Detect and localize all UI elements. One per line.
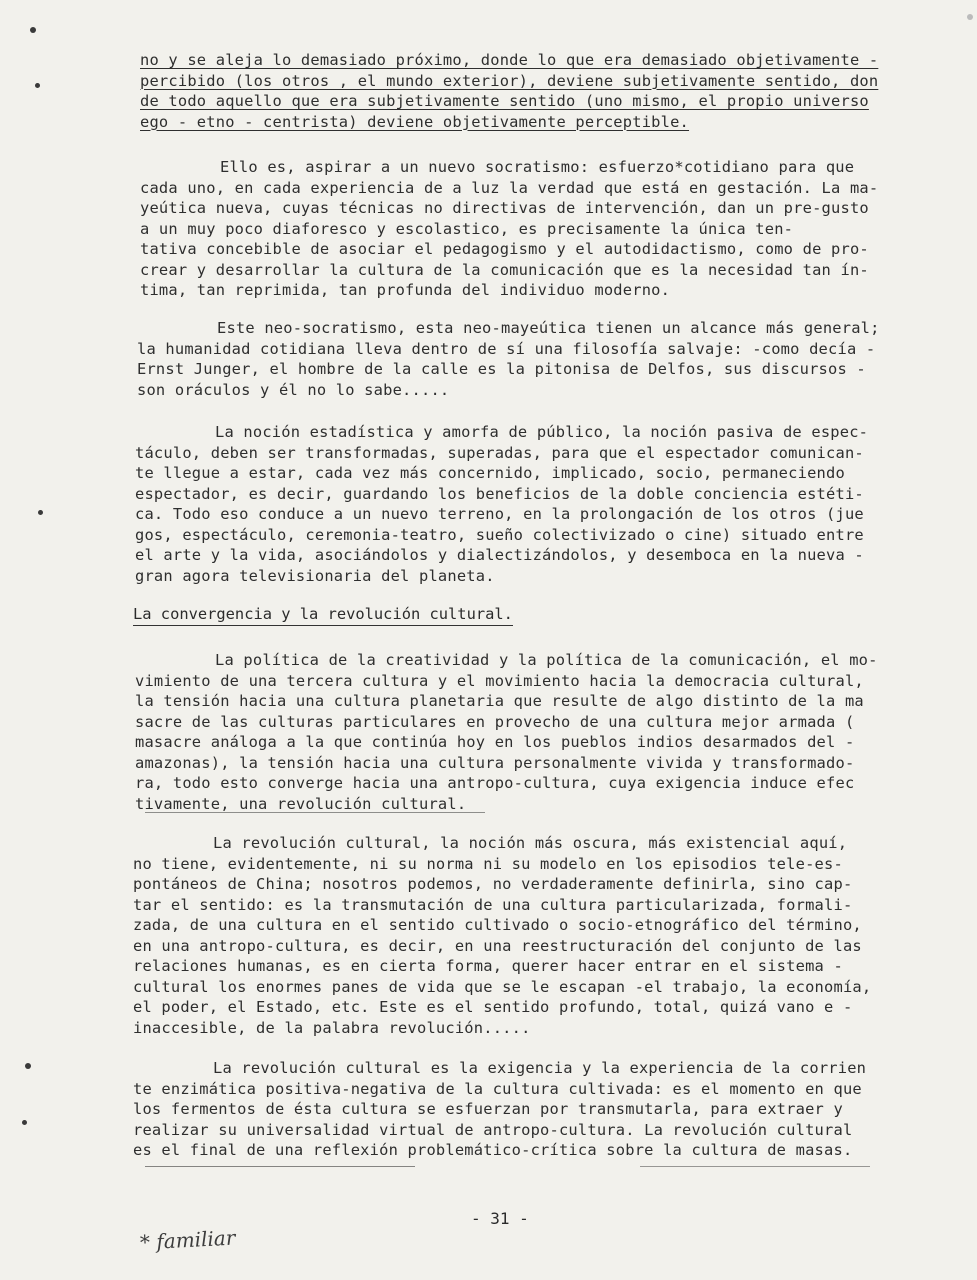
text-line: ca. Todo eso conduce a un nuevo terreno, en la prolongación de los otros (jue xyxy=(135,505,864,523)
punch-mark xyxy=(22,1120,27,1125)
text-line: a un muy poco diaforesco y escolastico, es precisamente la única ten- xyxy=(140,219,794,238)
text-line: crear y desarrollar la cultura de la comunicación que es la necesidad tan ín- xyxy=(140,260,869,279)
text-line: cultural los enormes panes de vida que se le escapan -el trabajo, la economía, xyxy=(133,977,872,996)
underline-mark xyxy=(145,812,485,813)
text-line: la humanidad cotidiana lleva dentro de sí una filosofía salvaje: -como decía - xyxy=(137,339,876,358)
paragraph-6 xyxy=(133,833,923,1038)
text-line: pontáneos de China; nosotros podemos, no verdaderamente definirla, sino cap- xyxy=(133,875,853,893)
text-line: no tiene, evidentemente, ni su norma ni su modelo en los episodios tele-es- xyxy=(133,854,843,873)
text-line: La revolución cultural, la noción más oscura, más existencial aquí, xyxy=(213,834,848,852)
text-line: La política de la creatividad y la política de la comunicación, el mo- xyxy=(215,651,878,669)
text-line: gos, espectáculo, ceremonia-teatro, sueño colectivizado o cine) situado entre xyxy=(135,525,864,544)
text-line: percibido (los otros , el mundo exterior), deviene subjetivamente sentido, don xyxy=(140,71,879,90)
paragraph-1 xyxy=(140,50,930,132)
text-line: vimiento de una tercera cultura y el movimiento hacia la democracia cultural, xyxy=(135,671,864,690)
paragraph-5 xyxy=(135,650,925,814)
text-line: amazonas), la tensión hacia una cultura personalmente vivida y transformado- xyxy=(135,753,855,772)
text-line: no y se aleja lo demasiado próximo, donde lo que era demasiado objetivamente - xyxy=(140,51,879,69)
paragraph-4 xyxy=(135,422,925,586)
text-line: tativa concebible de asociar el pedagogismo y el autodidactismo, como de pro- xyxy=(140,240,869,258)
text-line: la tensión hacia una cultura planetaria que resulte de algo distinto de la ma xyxy=(135,692,864,710)
text-line: realizar su universalidad virtual de antropo-cultura. La revolución cultural xyxy=(133,1120,853,1139)
section-heading: La convergencia y la revolución cultural. xyxy=(133,604,513,626)
text-line: ra, todo esto converge hacia una antropo-cultura, cuya exigencia induce efec xyxy=(135,774,855,792)
text-line: Ello es, aspirar a un nuevo socratismo: esfuerzo*cotidiano para que xyxy=(220,158,855,176)
paragraph-3 xyxy=(137,318,927,400)
text-line: inaccesible, de la palabra revolución..... xyxy=(133,1018,531,1037)
text-line: ego - etno - centrista) deviene objetivamente perceptible. xyxy=(140,112,690,131)
punch-mark xyxy=(38,510,43,515)
text-line: tivamente, una revolución cultural. xyxy=(135,794,467,813)
text-line: son oráculos y él no lo sabe..... xyxy=(137,380,450,399)
paragraph-7 xyxy=(133,1058,923,1161)
text-line: el arte y la vida, asociándolos y dialectizándolos, y desemboca en la nueva - xyxy=(135,546,864,564)
text-line: sacre de las culturas particulares en provecho de una cultura mejor armada ( xyxy=(135,712,855,731)
text-line: La noción estadística y amorfa de público, la noción pasiva de espec- xyxy=(215,423,869,441)
text-line: táculo, deben ser transformadas, superadas, para que el espectador comunican- xyxy=(135,443,864,462)
underline-mark xyxy=(145,1166,415,1167)
paragraph-2 xyxy=(140,157,930,301)
text-line: Ernst Junger, el hombre de la calle es la pitonisa de Delfos, sus discursos - xyxy=(137,360,866,378)
underline-mark xyxy=(640,1166,870,1167)
text-line: masacre análoga a la que continúa hoy en los pueblos indios desarmados del - xyxy=(135,733,855,751)
punch-mark xyxy=(25,1063,31,1069)
text-line: el poder, el Estado, etc. Este es el sentido profundo, total, quizá vano e - xyxy=(133,998,853,1016)
text-line: espectador, es decir, guardando los beneficios de la doble conciencia estéti- xyxy=(135,484,864,503)
handwritten-note: * familiar xyxy=(139,1225,236,1255)
text-line: yeútica nueva, cuyas técnicas no directivas de intervención, dan un pre-gusto xyxy=(140,199,869,217)
text-line: te llegue a estar, cada vez más concernido, implicado, socio, permaneciendo xyxy=(135,464,845,482)
text-line: tar el sentido: es la transmutación de una cultura particularizada, formali- xyxy=(133,895,853,914)
text-line: te enzimática positiva-negativa de la cultura cultivada: es el momento en que xyxy=(133,1079,862,1098)
text-line: en una antropo-cultura, es decir, en una reestructuración del conjunto de las xyxy=(133,936,862,955)
text-line: es el final de una reflexión problemático-crítica sobre la cultura de masas. xyxy=(133,1141,853,1159)
text-line: La revolución cultural es la exigencia y la experiencia de la corrien xyxy=(213,1059,867,1077)
punch-mark xyxy=(35,83,40,88)
punch-mark xyxy=(30,27,36,33)
text-line: relaciones humanas, es en cierta forma, querer hacer entrar en el sistema - xyxy=(133,957,843,975)
page-number: - 31 - xyxy=(471,1209,529,1228)
text-line: cada uno, en cada experiencia de a luz la verdad que está en gestación. La ma- xyxy=(140,178,879,197)
text-line: zada, de una cultura en el sentido cultivado o socio-etnográfico del término, xyxy=(133,916,862,934)
punch-mark xyxy=(967,14,973,20)
text-line: gran agora televisionaria del planeta. xyxy=(135,566,495,585)
text-line: de todo aquello que era subjetivamente sentido (uno mismo, el propio universo xyxy=(140,92,869,110)
text-line: Este neo-socratismo, esta neo-mayeútica tienen un alcance más general; xyxy=(217,319,880,337)
text-line: los fermentos de ésta cultura se esfuerzan por transmutarla, para extraer y xyxy=(133,1100,843,1118)
text-line: tima, tan reprimida, tan profunda del individuo moderno. xyxy=(140,281,671,299)
